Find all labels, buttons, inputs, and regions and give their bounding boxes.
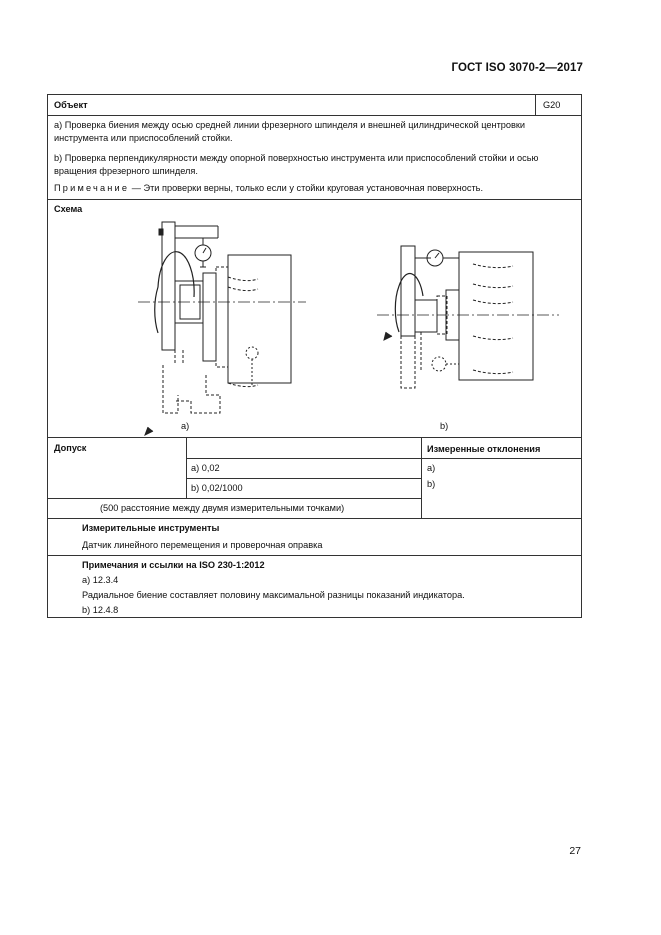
tolerance-value-divider — [186, 437, 187, 499]
deviation-b: b) — [427, 479, 436, 489]
object-row-bottom — [48, 199, 581, 200]
tolerance-label: Допуск — [54, 443, 87, 453]
column-plate-b — [401, 246, 415, 336]
tolerance-a: a) 0,02 — [191, 463, 220, 473]
deviations-label: Измеренные отклонения — [427, 444, 541, 454]
instruments-label: Измерительные инструменты — [82, 523, 220, 533]
page-number: 27 — [569, 845, 581, 857]
object-item-a: a) Проверка биения между осью средней линии фрезерного шпинделя и внешней цилиндрической центровки инструмента или приспособлений стойки. — [54, 120, 526, 143]
deviation-a: a) — [427, 463, 436, 473]
instruments-row-bottom — [48, 555, 581, 556]
references-b: b) 12.4.8 — [82, 605, 119, 615]
note-label: Примечание — [54, 183, 130, 193]
references-text: Радиальное биение составляет половину максимальной разницы показаний индикатора. — [82, 590, 465, 600]
tolerance-b: b) 0,02/1000 — [191, 483, 243, 493]
figure-b-caption: b) — [440, 421, 449, 431]
object-header-divider — [48, 115, 581, 116]
figure-a-caption: a) — [181, 421, 190, 431]
object-label: Объект — [54, 100, 88, 110]
tolerance-b-divider — [48, 498, 421, 499]
tolerance-row-bottom — [48, 518, 581, 519]
object-note — [54, 182, 576, 195]
references-label: Примечания и ссылки на ISO 230-1:2012 — [82, 560, 265, 570]
scheme-figure-a — [118, 215, 308, 437]
tolerance-header-divider — [186, 458, 581, 459]
specification-table — [47, 94, 582, 618]
note-text: — Эти проверки верны, только если у стойки круговая установочная поверхность. — [131, 183, 483, 193]
column-plate — [162, 222, 175, 350]
object-item-b: b) Проверка перпендикулярности между опорной поверхностью инструмента или приспособлений стойки и осью вращения фрезерного шпинделя. — [54, 153, 539, 176]
object-code: G20 — [543, 100, 561, 110]
deviation-divider — [421, 437, 422, 519]
tolerance-note: (500 расстояние между двумя измерительными точками) — [100, 503, 345, 513]
instruments-text: Датчик линейного перемещения и проверочная оправка — [82, 540, 323, 550]
tolerance-a-divider — [186, 478, 421, 479]
references-a: a) 12.3.4 — [82, 575, 119, 585]
scheme-row-bottom — [48, 437, 581, 438]
scheme-figure-b — [363, 240, 563, 400]
code-cell-divider — [535, 95, 536, 115]
scheme-label: Схема — [54, 204, 83, 214]
document-code: ГОСТ ISO 3070-2—2017 — [451, 62, 583, 74]
